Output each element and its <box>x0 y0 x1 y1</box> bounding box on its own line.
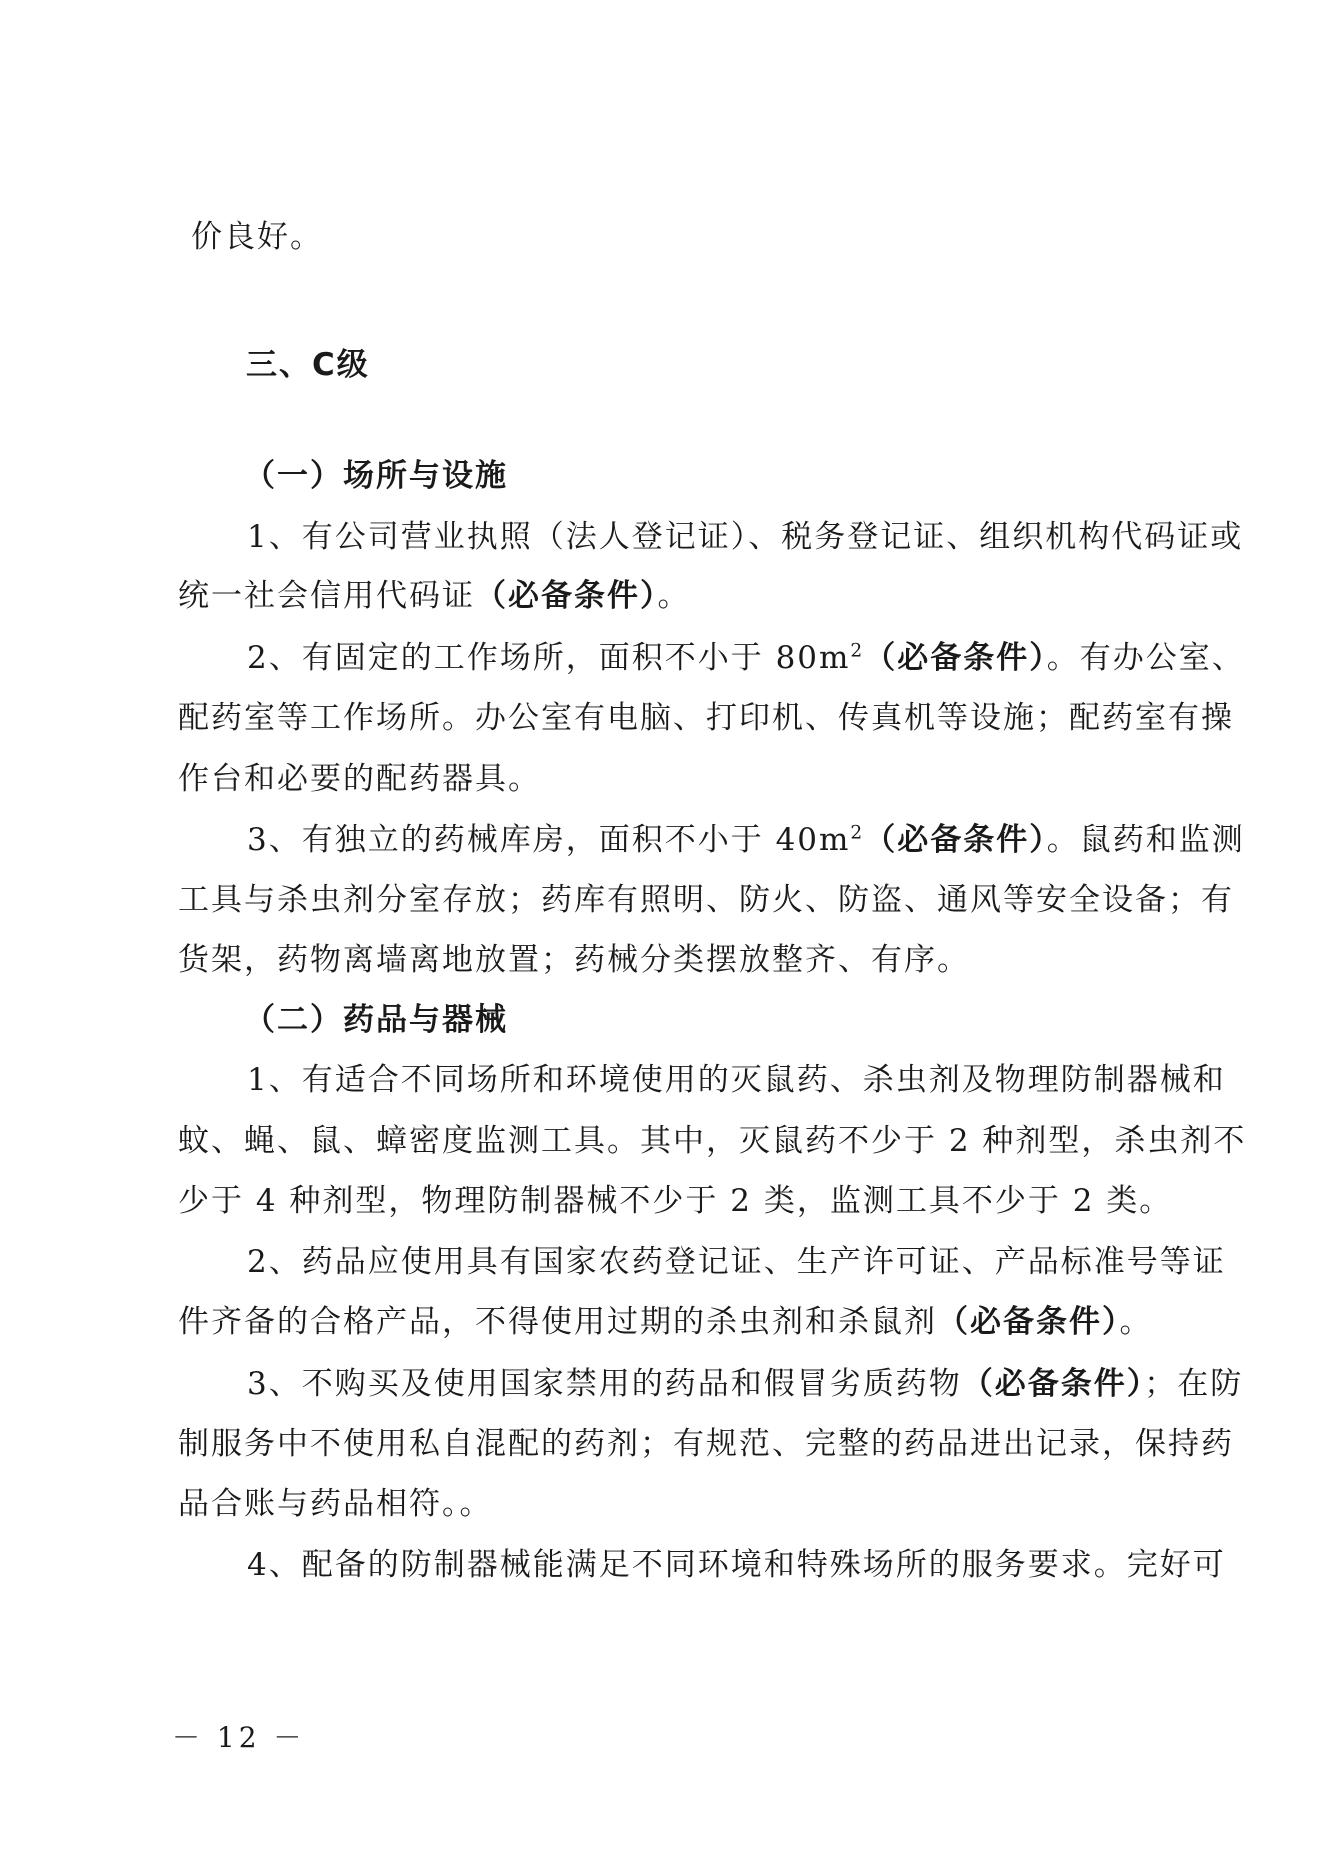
required-condition-label: （必备条件） <box>961 1366 1145 1402</box>
subsection-heading-drugs-equipment: （二）药品与器械 <box>244 1002 508 1038</box>
section-heading-c-level: 三、C级 <box>246 347 370 383</box>
text-line: 蚊、蝇、鼠、蟑密度监测工具。其中，灭鼠药不少于 2 种剂型，杀虫剂不 <box>178 1123 1247 1159</box>
required-condition-label: （必备条件） <box>475 578 658 614</box>
page-number: － 12 － <box>172 1721 306 1754</box>
text-line: 作台和必要的配药器具。 <box>178 761 541 797</box>
subsection-heading-venue-facilities: （一）场所与设施 <box>244 458 508 494</box>
text-line: 统一社会信用代码证（必备条件）。 <box>178 578 691 614</box>
required-condition-label: （必备条件） <box>864 822 1047 858</box>
text-line-continuation: 价良好。 <box>191 219 323 255</box>
required-condition-label: （必备条件） <box>937 1304 1120 1340</box>
text-line: 4、配备的防制器械能满足不同环境和特殊场所的服务要求。完好可 <box>247 1547 1226 1583</box>
text-line: 2、药品应使用具有国家农药登记证、生产许可证、产品标准号等证 <box>247 1244 1226 1280</box>
text-line: 3、有独立的药械库房，面积不小于 $40m^2$（必备条件）。鼠药和监测 <box>247 822 1245 858</box>
text-line: 品合账与药品相符。。 <box>178 1486 493 1522</box>
text-line: 2、有固定的工作场所，面积不小于 $80m^2$（必备条件）。有办公室、 <box>247 640 1245 676</box>
text-line: 少于 4 种剂型，物理防制器械不少于 2 类，监测工具不少于 2 类。 <box>178 1183 1173 1219</box>
text-line: 制服务中不使用私自混配的药剂；有规范、完整的药品进出记录，保持药 <box>178 1426 1234 1462</box>
text-line: 配药室等工作场所。办公室有电脑、打印机、传真机等设施；配药室有操 <box>178 700 1234 736</box>
text-line: 3、不购买及使用国家禁用的药品和假冒劣质药物（必备条件）；在防 <box>247 1366 1244 1402</box>
text-line: 工具与杀虫剂分室存放；药库有照明、防火、防盗、通风等安全设备；有 <box>178 882 1234 918</box>
text-line: 件齐备的合格产品，不得使用过期的杀虫剂和杀鼠剂（必备条件）。 <box>178 1304 1153 1340</box>
text-line: 1、有适合不同场所和环境使用的灭鼠药、杀虫剂及物理防制器械和 <box>247 1062 1226 1098</box>
required-condition-label: （必备条件） <box>864 640 1047 676</box>
text-line: 货架，药物离墙离地放置；药械分类摆放整齐、有序。 <box>178 942 970 978</box>
text-line: 1、有公司营业执照（法人登记证）、税务登记证、组织机构代码证或 <box>247 519 1244 555</box>
